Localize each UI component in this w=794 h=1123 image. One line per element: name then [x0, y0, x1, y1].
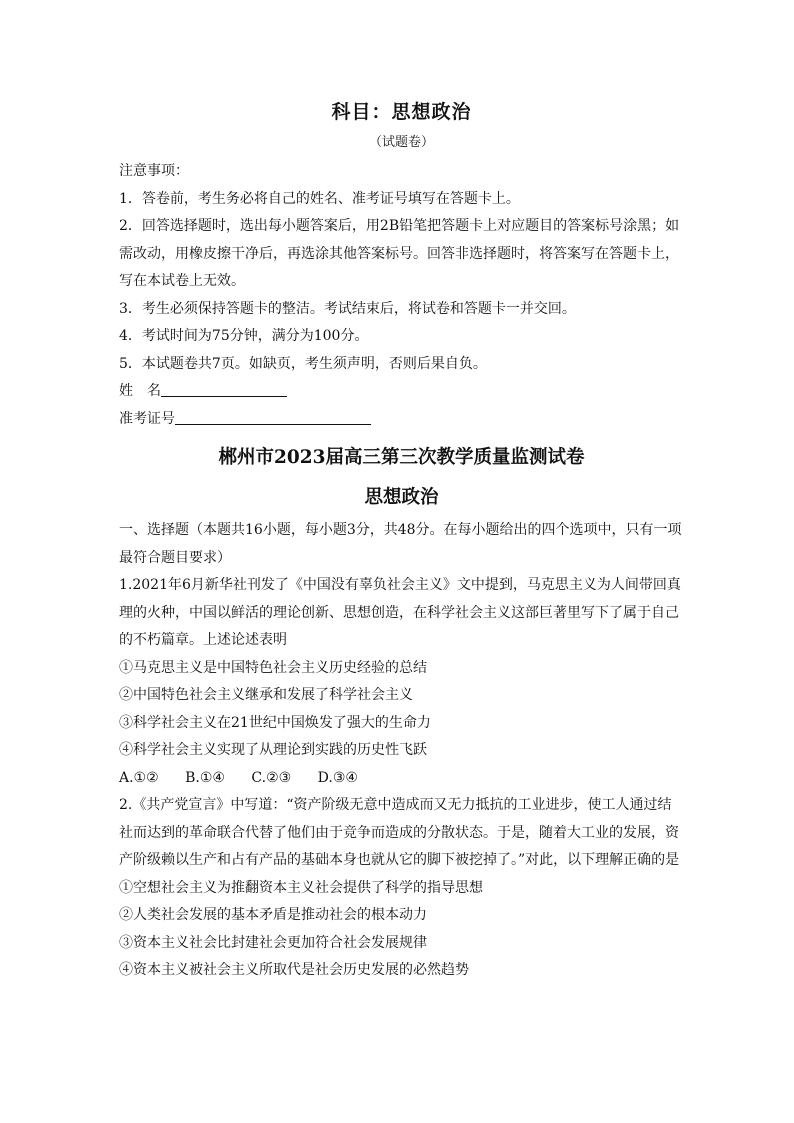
exam-title: 郴州市2023届高三第三次教学质量监测试卷 — [218, 447, 585, 468]
notice-item-4: 4．考试时间为75分钟，满分为100分。 — [119, 328, 369, 344]
subject-title: 科目：思想政治 — [331, 101, 472, 123]
notice-item-2: 2．回答选择题时，选出每小题答案后，用2B铅笔把答题卡上对应题目的答案标号涂黑；如需改动，用橡皮擦干净后，再选涂其他答案标号。回答非选择题时，将答案写在答题卡上，写在本试卷上无效。 — [119, 218, 680, 289]
option-a: A.①② — [119, 769, 159, 786]
question-1-statement-2: ②中国特色社会主义继承和发展了科学社会主义 — [119, 687, 413, 703]
paper-subtitle: （试题卷） — [368, 135, 434, 150]
option-d: D.③④ — [317, 769, 358, 786]
id-label: 准考证号 — [119, 410, 175, 427]
question-2-stem: 2.《共产党宣言》中写道：“资产阶级无意中造成而又无力抵抗的工业进步，使工人通过结社而达到的革命联合代替了他们由于竞争而造成的分散状态。于是，随着大工业的发展，资产阶级赖以生产和占有产品的基础本身也就从它的脚下被挖掉了。”对此，以下理解正确的是 — [119, 797, 680, 868]
notice-heading: 注意事项： — [119, 163, 189, 179]
page-content — [119, 96, 684, 985]
notice-item-5: 5．本试题卷共7页。如缺页，考生须声明，否则后果自负。 — [119, 355, 487, 372]
question-2-statement-1: ①空想社会主义为推翻资本主义社会提供了科学的指导思想 — [119, 879, 483, 896]
id-blank[interactable] — [175, 406, 371, 425]
question-2-statement-3: ③资本主义社会比封建社会更加符合社会发展规律 — [119, 934, 427, 951]
name-label: 姓 名 — [119, 383, 161, 399]
question-1-stem: 1.2021年6月新华社刊发了《中国没有辜负社会主义》文中提到，马克思主义为人间带回真理的火种，中国以鲜活的理论创新、思想创造，在科学社会主义这部巨著里写下了属于自己的不朽篇章。上述论述表明 — [119, 577, 681, 648]
section-heading: 一、选择题（本题共16小题，每小题3分，共48分。在每小题给出的四个选项中，只有一项最符合题目要求） — [119, 522, 682, 566]
question-2-statement-2: ②人类社会发展的基本矛盾是推动社会的根本动力 — [119, 907, 427, 923]
notice-item-1: 1．答卷前，考生务必将自己的姓名、准考证号填写在答题卡上。 — [119, 190, 520, 207]
question-1-statement-3: ③科学社会主义在21世纪中国焕发了强大的生命力 — [119, 714, 431, 731]
question-1-options — [119, 765, 684, 793]
question-1-statement-4: ④科学社会主义实现了从理论到实践的历史性飞跃 — [119, 742, 427, 758]
name-blank[interactable] — [161, 378, 287, 397]
question-1-statement-1: ①马克思主义是中国特色社会主义历史经验的总结 — [119, 659, 427, 676]
exam-subject: 思想政治 — [364, 487, 439, 508]
id-field-row — [119, 406, 684, 434]
question-2-statement-4: ④资本主义被社会主义所取代是社会历史发展的必然趋势 — [119, 962, 469, 978]
option-c: C.②③ — [251, 769, 292, 786]
notice-item-3: 3．考生必须保持答题卡的整洁。考试结束后，将试卷和答题卡一并交回。 — [119, 300, 576, 317]
name-field-row — [119, 378, 684, 406]
option-b: B.①④ — [185, 769, 225, 786]
